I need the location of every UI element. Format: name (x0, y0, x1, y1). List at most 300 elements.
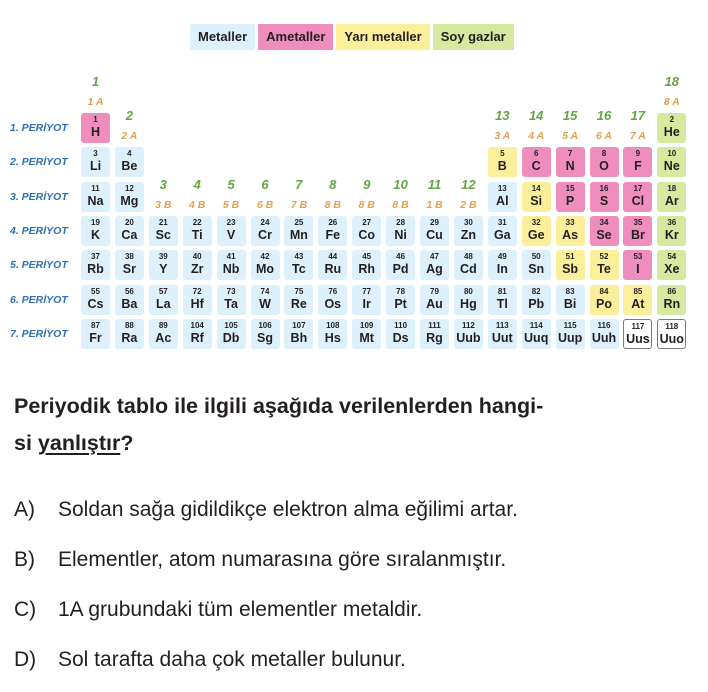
atomic-number: 12 (124, 183, 134, 193)
atomic-number: 110 (394, 320, 408, 330)
atomic-number: 45 (362, 252, 372, 262)
element-symbol: Ba (121, 296, 138, 311)
element-symbol: N (565, 159, 575, 174)
legend-item: Yarı metaller (336, 24, 429, 50)
element-cell (488, 285, 517, 315)
atomic-number: 55 (91, 286, 100, 296)
atomic-number: 77 (362, 286, 372, 296)
element-symbol: Mg (120, 193, 139, 208)
element-cell (623, 285, 652, 315)
atomic-number: 52 (599, 252, 609, 262)
element-cell (352, 319, 381, 349)
atomic-number: 50 (531, 252, 541, 262)
element-cell (149, 285, 178, 315)
element-cell (420, 216, 449, 246)
element-symbol: Zn (460, 227, 477, 242)
element-symbol: Pt (394, 296, 407, 311)
element-cell (251, 216, 280, 246)
element-cell (352, 285, 381, 315)
element-symbol: Al (496, 193, 509, 208)
atomic-number: 109 (360, 320, 374, 330)
element-cell (115, 182, 144, 212)
atomic-number: 37 (91, 252, 100, 262)
element-symbol: Uup (557, 330, 583, 345)
atomic-number: 84 (599, 286, 609, 296)
atomic-number: 76 (328, 286, 338, 296)
atomic-number: 118 (665, 321, 679, 331)
element-symbol: Rf (190, 330, 204, 345)
atomic-number: 114 (529, 320, 543, 330)
atomic-number: 8 (601, 149, 607, 159)
element-cell (251, 250, 280, 280)
group-sublabel: 3 B (155, 199, 172, 211)
atomic-number: 105 (224, 320, 238, 330)
element-cell (556, 216, 585, 246)
group-number: 7 (295, 177, 303, 192)
group-sublabel: 6 A (596, 130, 612, 142)
element-symbol: Ti (191, 227, 203, 242)
element-cell (81, 147, 110, 177)
atomic-number: 106 (258, 320, 272, 330)
atomic-number: 74 (260, 286, 270, 296)
element-cell (217, 216, 246, 246)
atomic-number: 72 (192, 286, 202, 296)
group-number: 2 (125, 108, 133, 123)
group-number: 13 (495, 108, 510, 123)
atomic-number: 80 (463, 286, 473, 296)
atomic-number: 14 (531, 183, 541, 193)
period-label: 6. PERİYOT (10, 293, 68, 306)
group-number: 12 (461, 177, 476, 192)
atomic-number: 18 (667, 183, 677, 193)
element-symbol: Ar (664, 193, 679, 208)
element-cell (81, 216, 110, 246)
question-underlined-word: yanlıştır (37, 431, 121, 455)
element-cell (149, 250, 178, 280)
atomic-number: 83 (565, 286, 575, 296)
element-symbol: Uuh (591, 330, 617, 345)
element-cell (590, 147, 619, 177)
element-cell (217, 319, 246, 349)
group-sublabel: 2 B (460, 199, 477, 211)
option-text: Soldan sağa gidildikçe elektron alma eğilimi artar. (58, 498, 518, 521)
element-cell (284, 285, 313, 315)
element-symbol: Mn (289, 227, 308, 242)
group-sublabel: 8 B (392, 199, 409, 211)
element-cell (522, 147, 551, 177)
element-symbol: Zr (190, 262, 204, 277)
element-symbol: Co (358, 227, 376, 242)
atomic-number: 111 (428, 320, 441, 330)
element-cell (522, 182, 551, 212)
element-cell (488, 216, 517, 246)
element-symbol: Nb (222, 262, 240, 277)
element-symbol: Db (222, 330, 240, 345)
atomic-number: 17 (633, 183, 643, 193)
group-sublabel: 7 B (290, 199, 308, 211)
group-number: 18 (664, 74, 680, 89)
element-cell (454, 216, 483, 246)
element-cell (149, 216, 178, 246)
element-symbol: La (156, 296, 171, 311)
atomic-number: 86 (667, 286, 677, 296)
atomic-number: 46 (396, 252, 406, 262)
element-cell (590, 250, 619, 280)
element-symbol: B (497, 159, 507, 174)
element-cell (183, 285, 212, 315)
element-symbol: Uus (626, 331, 650, 346)
option-a[interactable] (14, 492, 704, 542)
element-cell (183, 250, 212, 280)
element-symbol: Os (324, 296, 342, 311)
element-symbol: Uuo (659, 331, 684, 346)
element-symbol: Tc (292, 262, 306, 277)
element-symbol: Hs (324, 330, 341, 345)
atomic-number: 41 (226, 252, 236, 262)
element-symbol: Uuq (524, 330, 549, 345)
atomic-number: 88 (124, 320, 134, 330)
option-letter: C) (14, 598, 37, 621)
period-label: 2. PERİYOT (10, 156, 68, 169)
atomic-number: 16 (599, 183, 609, 193)
element-cell (386, 319, 415, 349)
legend (190, 24, 517, 50)
atomic-number: 78 (396, 286, 406, 296)
atomic-number: 5 (500, 149, 505, 159)
group-number: 9 (363, 177, 371, 192)
period-label: 7. PERİYOT (10, 327, 68, 340)
element-cell (115, 250, 144, 280)
element-cell (284, 250, 313, 280)
element-cell (657, 113, 686, 143)
element-cell (115, 147, 144, 177)
group-number: 16 (596, 108, 612, 123)
option-letter: B) (14, 548, 35, 571)
atomic-number: 48 (463, 252, 473, 262)
element-symbol: Po (596, 296, 612, 311)
atomic-number: 21 (158, 217, 168, 227)
period-label: 4. PERİYOT (10, 224, 68, 237)
group-sublabel: 8 A (663, 96, 680, 108)
element-symbol: Ta (224, 296, 238, 311)
group-sublabel: 5 B (222, 199, 240, 211)
element-symbol: Xe (664, 262, 680, 277)
element-cell (217, 250, 246, 280)
element-symbol: Cr (258, 227, 272, 242)
element-symbol: K (90, 227, 101, 242)
group-sublabel: 1 A (87, 96, 104, 108)
option-text: 1A grubundaki tüm elementler metaldir. (58, 598, 423, 621)
group-number: 4 (193, 177, 201, 192)
group-number: 1 (91, 74, 100, 89)
atomic-number: 38 (124, 252, 134, 262)
option-d[interactable] (14, 642, 704, 692)
atomic-number: 49 (497, 252, 507, 262)
atomic-number: 22 (192, 217, 202, 227)
element-symbol: F (634, 159, 642, 174)
element-symbol: Pb (528, 296, 545, 311)
atomic-number: 51 (565, 252, 575, 262)
element-cell (556, 285, 585, 315)
option-b[interactable] (14, 542, 704, 592)
element-symbol: Y (159, 262, 168, 277)
element-cell (522, 250, 551, 280)
group-number: 8 (329, 177, 337, 192)
element-cell (488, 147, 517, 177)
group-number: 5 (227, 177, 235, 192)
element-symbol: Ds (392, 330, 409, 345)
element-cell (183, 216, 212, 246)
element-cell (556, 319, 585, 349)
atomic-number: 81 (497, 286, 507, 296)
atomic-number: 2 (669, 115, 675, 124)
element-cell (454, 285, 483, 315)
element-cell (386, 216, 415, 246)
atomic-number: 31 (497, 217, 507, 227)
element-cell (657, 147, 686, 177)
atomic-number: 24 (260, 217, 270, 227)
atomic-number: 34 (599, 217, 609, 227)
group-sublabel: 5 A (562, 130, 579, 142)
element-cell (217, 285, 246, 315)
element-symbol: Re (290, 296, 307, 311)
element-symbol: Mo (255, 262, 275, 277)
atomic-number: 7 (567, 149, 573, 159)
atomic-number: 3 (93, 149, 98, 159)
group-sublabel: 6 B (256, 199, 274, 211)
element-symbol: Ca (121, 227, 138, 242)
element-symbol: Se (596, 227, 612, 242)
element-cell (623, 147, 652, 177)
element-symbol: At (631, 296, 645, 311)
element-symbol: Ra (121, 330, 138, 345)
atomic-number: 107 (292, 320, 306, 330)
element-symbol: Sn (528, 262, 545, 277)
group-sublabel: 2 A (121, 130, 138, 142)
group-number: 17 (630, 108, 646, 123)
element-symbol: Rn (663, 296, 681, 311)
option-text: Sol tarafta daha çok metaller bulunur. (58, 648, 406, 671)
element-symbol: Te (597, 262, 611, 277)
atomic-number: 30 (463, 217, 473, 227)
question-line-2-suffix: ? (120, 431, 134, 455)
element-symbol: Mt (359, 330, 374, 345)
atomic-number: 36 (667, 217, 677, 227)
atomic-number: 85 (633, 286, 643, 296)
element-cell (454, 319, 483, 349)
answer-options (14, 492, 704, 692)
element-cell (81, 250, 110, 280)
element-cell (115, 216, 144, 246)
group-sublabel: 8 B (358, 199, 375, 211)
atomic-number: 1 (93, 115, 98, 124)
element-symbol: Ne (663, 159, 680, 174)
element-symbol: Rh (358, 262, 376, 277)
element-cell (556, 182, 585, 212)
atomic-number: 57 (158, 286, 168, 296)
element-cell (251, 319, 280, 349)
element-cell (623, 319, 652, 349)
group-number: 11 (427, 177, 442, 192)
element-cell (623, 216, 652, 246)
element-cell (420, 319, 449, 349)
element-cell (488, 250, 517, 280)
atomic-number: 28 (396, 217, 406, 227)
atomic-number: 19 (91, 217, 100, 227)
atomic-number: 87 (91, 320, 100, 330)
group-number: 10 (393, 177, 408, 192)
element-symbol: P (565, 193, 575, 208)
atomic-number: 4 (127, 149, 132, 159)
element-cell (556, 250, 585, 280)
legend-item: Soy gazlar (433, 24, 514, 50)
element-cell (623, 250, 652, 280)
element-symbol: Uub (456, 330, 481, 345)
element-symbol: Li (89, 159, 102, 174)
element-symbol: Ag (426, 262, 443, 277)
atomic-number: 32 (531, 217, 541, 227)
atomic-number: 42 (260, 252, 270, 262)
element-cell (352, 250, 381, 280)
element-cell (386, 285, 415, 315)
atomic-number: 10 (667, 149, 677, 159)
element-cell (149, 319, 178, 349)
element-symbol: Cl (631, 193, 645, 208)
element-symbol: Ru (324, 262, 342, 277)
group-sublabel: 7 A (629, 130, 646, 142)
group-number: 3 (159, 177, 167, 192)
atomic-number: 44 (328, 252, 338, 262)
group-sublabel: 4 A (528, 130, 545, 142)
element-symbol: Na (87, 193, 104, 208)
element-symbol: I (636, 262, 640, 277)
atomic-number: 56 (124, 286, 134, 296)
element-symbol: Br (630, 227, 645, 242)
element-cell (522, 285, 551, 315)
element-symbol: Cd (460, 262, 477, 277)
legend-item: Ametaller (258, 24, 333, 50)
element-cell (115, 319, 144, 349)
atomic-number: 104 (190, 320, 204, 330)
element-symbol: Pd (392, 262, 409, 277)
element-symbol: Hf (190, 296, 204, 311)
element-cell (318, 285, 347, 315)
atomic-number: 23 (226, 217, 236, 227)
question-line-2-prefix: si (14, 431, 38, 455)
atomic-number: 75 (294, 286, 304, 296)
element-symbol: Ga (493, 227, 511, 242)
period-label: 3. PERİYOT (10, 190, 68, 203)
element-symbol: Kr (664, 227, 679, 242)
atomic-number: 82 (531, 286, 541, 296)
atomic-number: 112 (461, 320, 475, 330)
atomic-number: 35 (633, 217, 643, 227)
element-symbol: Sb (562, 262, 579, 277)
element-cell (352, 216, 381, 246)
atomic-number: 27 (362, 217, 372, 227)
atomic-number: 40 (192, 252, 202, 262)
atomic-number: 115 (563, 320, 577, 330)
element-cell (623, 182, 652, 212)
option-text: Elementler, atom numarasına göre sıralanmıştır. (58, 548, 507, 571)
element-symbol: Rb (87, 262, 104, 277)
group-number: 6 (261, 177, 269, 192)
option-c[interactable] (14, 592, 704, 642)
element-symbol: O (599, 159, 609, 174)
element-cell (183, 319, 212, 349)
element-symbol: H (90, 125, 101, 139)
element-cell (81, 285, 110, 315)
element-symbol: In (496, 262, 508, 277)
atomic-number: 54 (667, 252, 677, 262)
element-cell (590, 285, 619, 315)
atomic-number: 29 (430, 217, 439, 227)
element-symbol: Fr (89, 330, 102, 345)
atomic-number: 9 (635, 149, 641, 159)
element-symbol: Hg (460, 296, 477, 311)
element-cell (81, 319, 110, 349)
element-symbol: Rg (426, 330, 443, 345)
atomic-number: 26 (328, 217, 338, 227)
element-symbol: Si (530, 193, 543, 208)
element-symbol: As (562, 227, 579, 242)
group-sublabel: 3 A (494, 130, 511, 142)
element-cell (318, 250, 347, 280)
element-symbol: Fe (325, 227, 341, 242)
element-symbol: Sr (122, 262, 136, 277)
element-cell (81, 182, 110, 212)
atomic-number: 79 (430, 286, 439, 296)
atomic-number: 117 (631, 321, 645, 331)
element-symbol: W (259, 296, 271, 311)
element-symbol: Bh (290, 330, 308, 345)
atomic-number: 15 (565, 183, 575, 193)
atomic-number: 53 (633, 252, 643, 262)
element-cell (590, 182, 619, 212)
element-cell (284, 319, 313, 349)
element-cell (488, 182, 517, 212)
question-line-1: Periyodik tablo ile ilgili aşağıda verilenlerden hangi- (14, 394, 544, 418)
element-symbol: Sg (257, 330, 273, 345)
element-cell (522, 216, 551, 246)
group-number: 14 (528, 108, 544, 123)
element-cell (657, 285, 686, 315)
element-symbol: C (531, 159, 541, 174)
atomic-number: 13 (497, 183, 507, 193)
atomic-number: 89 (158, 320, 168, 330)
atomic-number: 73 (226, 286, 236, 296)
element-cell (657, 182, 686, 212)
element-cell (81, 113, 110, 143)
element-symbol: Ac (155, 330, 172, 345)
element-symbol: He (663, 125, 680, 139)
element-cell (522, 319, 551, 349)
atomic-number: 20 (124, 217, 134, 227)
group-number: 15 (562, 108, 578, 123)
group-sublabel: 8 B (324, 199, 341, 211)
element-symbol: Cu (426, 227, 443, 242)
option-letter: A) (14, 498, 35, 521)
element-cell (318, 216, 347, 246)
element-cell (657, 319, 686, 349)
atomic-number: 113 (495, 320, 509, 330)
element-symbol: Cs (87, 296, 104, 311)
element-symbol: Ni (394, 227, 407, 242)
element-symbol: Au (426, 296, 443, 311)
element-symbol: Ge (527, 227, 545, 242)
element-cell (318, 319, 347, 349)
element-cell (590, 319, 619, 349)
